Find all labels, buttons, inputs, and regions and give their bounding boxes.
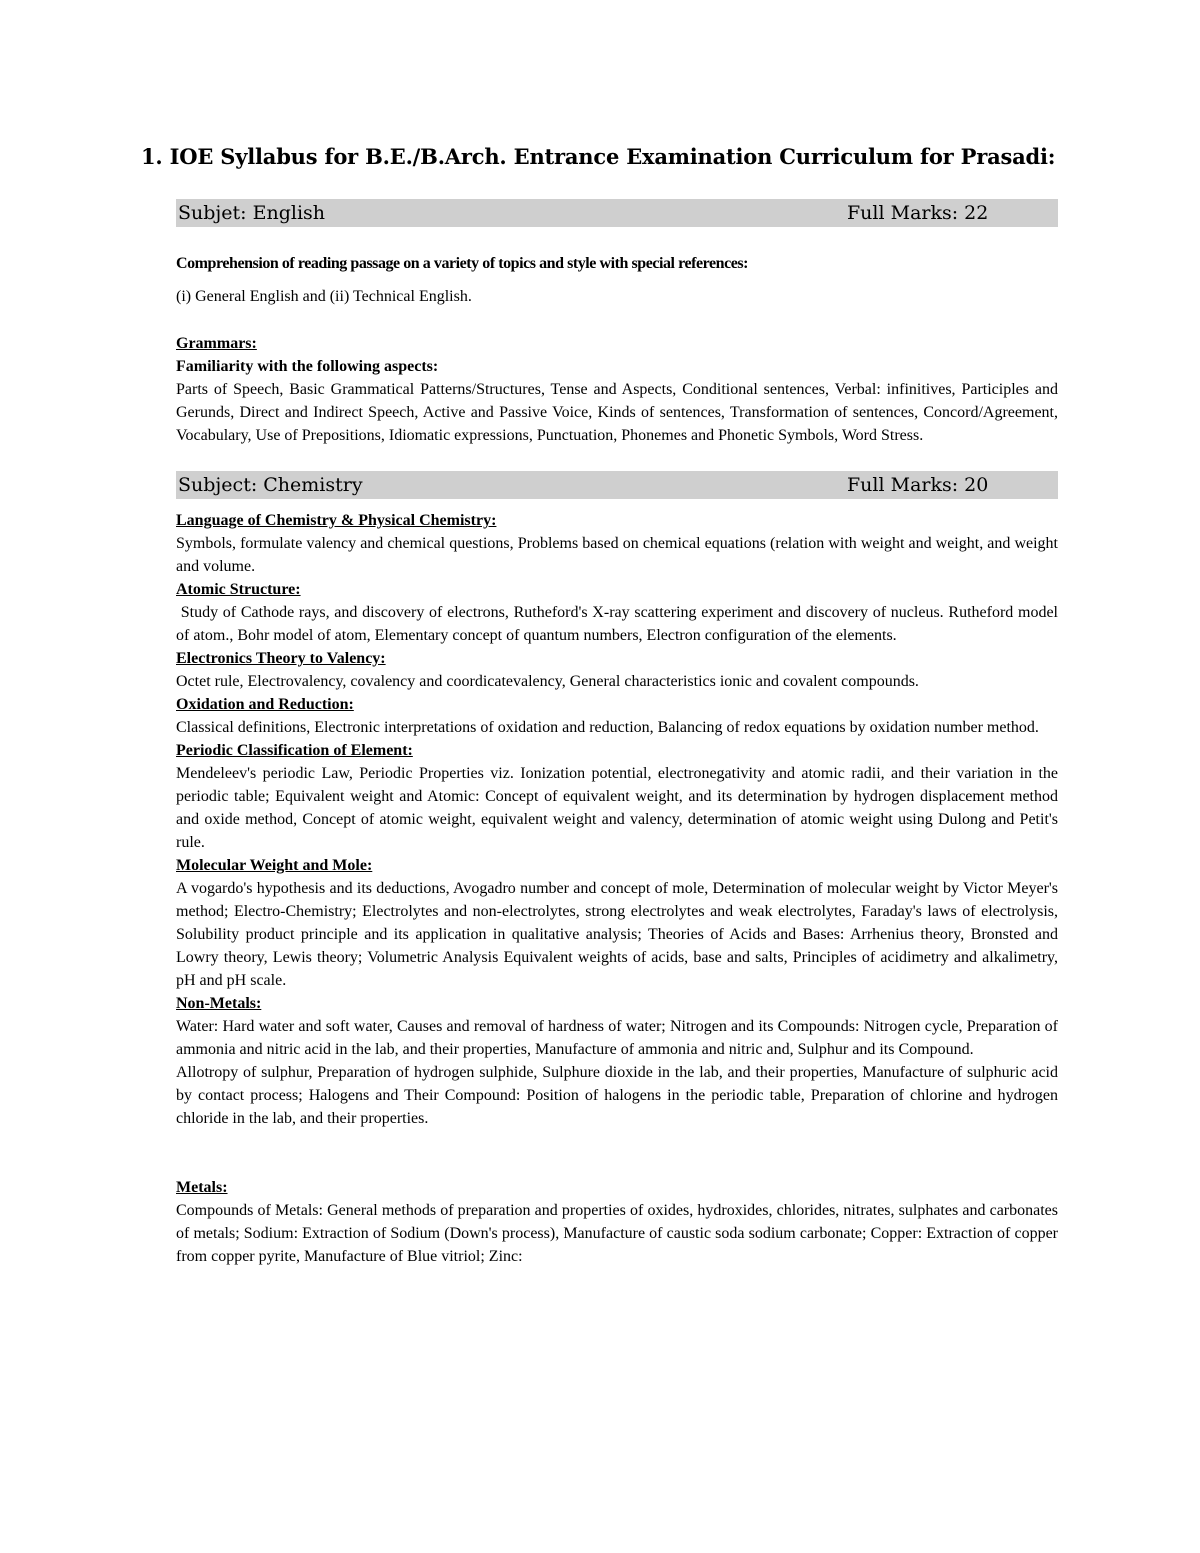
section-heading: Periodic Classification of Element:	[176, 742, 413, 759]
english-subject-label: Subjet: English	[178, 202, 326, 224]
chemistry-subject-bar	[176, 471, 1058, 499]
comprehension-heading: Comprehension of reading passage on a variety of topics and style with special references:	[176, 255, 749, 272]
chemistry-subject-label: Subject: Chemistry	[178, 474, 363, 496]
english-full-marks: Full Marks: 22	[847, 202, 989, 224]
section-heading: Language of Chemistry & Physical Chemistry:	[176, 512, 497, 529]
comprehension-text: (i) General English and (ii) Technical English.	[176, 288, 472, 305]
section-heading: Atomic Structure:	[176, 581, 301, 598]
metals-heading: Metals:	[176, 1179, 228, 1196]
section-text: A vogardo's hypothesis and its deductions, Avogadro number and concept of mole, Determination of molecular weight by Victor Meyer's method; Electro-Chemistry; Electrolytes and non-electrolytes, strong electrolytes and weak electrolytes, Faraday's laws of electrolysis, Solubility product principle and its application in qualitative analysis; Theories of Acids and Bases: Arrhenius theory, Bronsted and Lowry theory, Lewis theory; Volumetric Analysis Equivalent weights of acids, base and salts, Principles of acidimetry and alkalimetry, pH and pH scale.	[176, 880, 1058, 989]
nonmetals-heading: Non-Metals:	[176, 995, 262, 1012]
section-text: Classical definitions, Electronic interpretations of oxidation and reduction, Balancing of redox equations by oxidation number method.	[176, 719, 1039, 736]
nonmetals-text-1: Water: Hard water and soft water, Causes and removal of hardness of water; Nitrogen and its Compounds: Nitrogen cycle, Preparation of ammonia and nitric acid in the lab, and their properties, Manufacture of ammonia and nitric and, Sulphur and its Compound.	[176, 1018, 1058, 1058]
section-heading: Molecular Weight and Mole:	[176, 857, 373, 874]
section-heading: Electronics Theory to Valency:	[176, 650, 386, 667]
section-heading: Oxidation and Reduction:	[176, 696, 354, 713]
content	[176, 199, 1062, 1268]
page-title: 1. IOE Syllabus for B.E./B.Arch. Entrance Examination Curriculum for Prasadi:	[141, 144, 1056, 169]
grammar-heading: Grammars:	[176, 335, 257, 352]
english-subject-bar	[176, 199, 1058, 227]
grammar-subheading: Familiarity with the following aspects:	[176, 358, 439, 375]
chemistry-sections	[176, 509, 1062, 1268]
grammar-text: Parts of Speech, Basic Grammatical Patterns/Structures, Tense and Aspects, Conditional sentences, Verbal: infinitives, Participles and Gerunds, Direct and Indirect Speech, Active and Passive Voice, Kinds of sentences, Transformation of sentences, Concord/Agreement, Vocabulary, Use of Prepositions, Idiomatic expressions, Punctuation, Phonemes and Phonetic Symbols, Word Stress.	[176, 381, 1058, 444]
metals-text: Compounds of Metals: General methods of preparation and properties of oxides, hydroxides, chlorides, nitrates, sulphates and carbonates of metals; Sodium: Extraction of Sodium (Down's process), Manufacture of caustic soda sodium carbonate; Copper: Extraction of copper from copper pyrite, Manufacture of Blue vitriol; Zinc:	[176, 1202, 1058, 1265]
nonmetals-text-2: Allotropy of sulphur, Preparation of hydrogen sulphide, Sulphure dioxide in the lab, and their properties, Manufacture of sulphuric acid by contact process; Halogens and Their Compound: Position of halogens in the periodic table, Preparation of chlorine and hydrogen chloride in the lab, and their properties.	[176, 1064, 1058, 1127]
section-text: Study of Cathode rays, and discovery of electrons, Rutheford's X-ray scattering experiment and discovery of nucleus. Rutheford model of atom., Bohr model of atom, Elementary concept of quantum numbers, Electron configuration of the elements.	[176, 604, 1062, 644]
chemistry-full-marks: Full Marks: 20	[847, 474, 989, 496]
section-text: Mendeleev's periodic Law, Periodic Properties viz. Ionization potential, electronegativity and atomic radii, and their variation in the periodic table; Equivalent weight and Atomic: Concept of equivalent weight, and its determination by hydrogen displacement method and oxide method, Concept of atomic weight, equivalent weight and valency, determination of atomic weight using Dulong and Petit's rule.	[176, 765, 1058, 851]
section-text: Octet rule, Electrovalency, covalency and coordicatevalency, General characteristics ionic and covalent compounds.	[176, 673, 919, 690]
section-text: Symbols, formulate valency and chemical questions, Problems based on chemical equations (relation with weight and weight, and weight and volume.	[176, 535, 1058, 575]
